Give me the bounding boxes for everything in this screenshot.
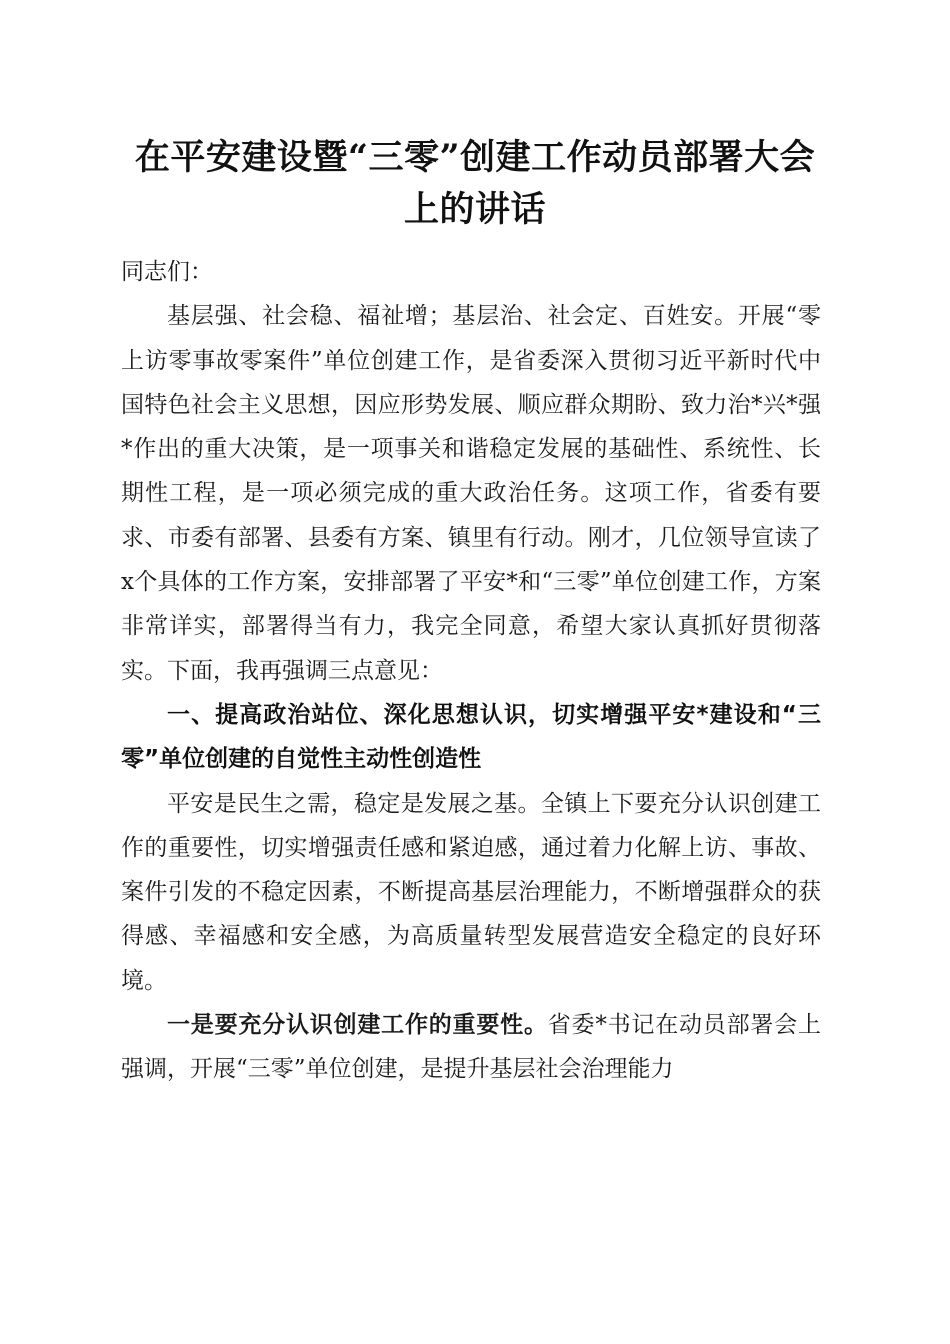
point-1-text: 省委*书记在动员部署会上强调，开展“三零”单位创建，是提升基层社会治理能力	[121, 1012, 822, 1083]
document-body	[121, 250, 821, 1092]
point-1-paragraph	[121, 1003, 821, 1092]
greeting: 同志们：	[121, 259, 213, 285]
document-title	[110, 132, 840, 236]
title-line-1: 在平安建设暨“三零”创建工作动员部署大会	[134, 137, 816, 178]
title-line-2: 上的讲话	[403, 189, 546, 230]
intro-paragraph: 基层强、社会稳、福祉增；基层治、社会定、百姓安。开展“零上访零事故零案件”单位创建工作，是省委深入贯彻习近平新时代中国特色社会主义思想，因应形势发展、顺应群众期盼、致力治*兴*强*作出的重大决策，是一项事关和谐稳定发展的基础性、系统性、长期性工程，是一项必须完成的重大政治任务。这项工作，省委有要求、市委有部署、县委有方案、镇里有行动。刚才，几位领导宣读了x个具体的工作方案，安排部署了平安*和“三零”单位创建工作，方案非常详实，部署得当有力，我完全同意，希望大家认真抓好贯彻落实。下面，我再强调三点意见：	[121, 303, 821, 684]
point-1-lead: 一是要充分认识创建工作的重要性。	[167, 1011, 548, 1039]
section-1-heading: 一、提高政治站位、深化思想认识，切实增强平安*建设和“三零”单位创建的自觉性主动性创造性	[121, 701, 821, 773]
section-1-paragraph: 平安是民生之需，稳定是发展之基。全镇上下要充分认识创建工作的重要性，切实增强责任感和紧迫感，通过着力化解上访、事故、案件引发的不稳定因素，不断提高基层治理能力，不断增强群众的获得感、幸福感和安全感，为高质量转型发展营造安全稳定的良好环境。	[121, 790, 821, 994]
